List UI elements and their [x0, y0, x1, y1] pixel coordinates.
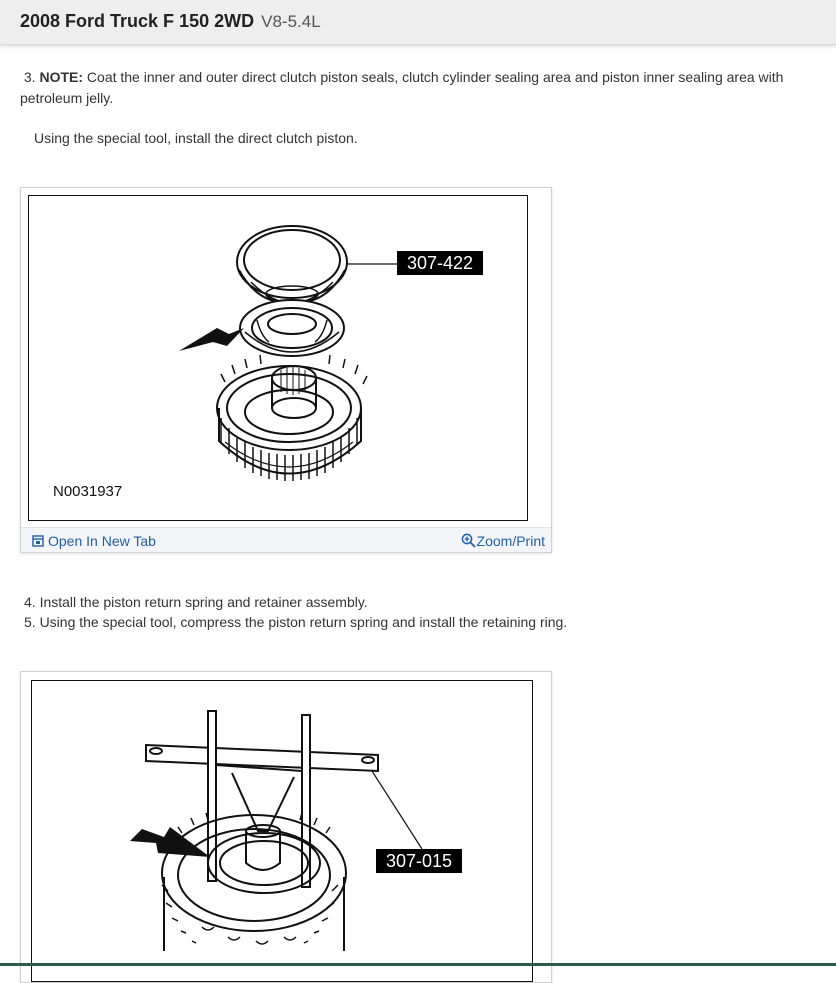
zoom-icon [461, 533, 476, 551]
open-tab-icon [32, 534, 44, 550]
clutch-piston-drawing [29, 196, 527, 520]
step-4: 4. Install the piston return spring and retainer assembly. [24, 594, 368, 610]
spring-compressor-drawing [32, 681, 532, 981]
step-3-number: 3. [23, 69, 36, 85]
figure-1-illustration[interactable] [28, 195, 528, 521]
tool-callout-307-015: 307-015 [376, 849, 462, 873]
pointer-arrow-2 [130, 827, 210, 857]
open-in-new-tab-link[interactable] [32, 533, 156, 550]
engine-label: V8-5.4L [261, 12, 321, 31]
figure-1 [20, 187, 552, 553]
figure-2 [20, 671, 552, 983]
step-3-instruction: Using the special tool, install the direct clutch piston. [34, 130, 358, 146]
pointer-arrow [179, 328, 244, 351]
tool-callout-307-422: 307-422 [397, 251, 483, 275]
page-header [0, 0, 836, 45]
figure-1-toolbar [21, 527, 551, 552]
vehicle-name: 2008 Ford Truck F 150 2WD [20, 11, 255, 31]
note-label: NOTE: [39, 69, 84, 85]
step-5: 5. Using the special tool, compress the piston return spring and install the retaining ring. [24, 614, 568, 630]
vehicle-title [20, 11, 321, 32]
zoom-print-link[interactable] [461, 533, 545, 551]
note-text: Coat the inner and outer direct clutch piston seals, clutch cylinder sealing area and piston inner sealing area with petroleum jelly. [20, 69, 784, 106]
figure-2-illustration[interactable] [31, 680, 533, 982]
zoom-print-label: Zoom/Print [476, 533, 545, 549]
figure-id: N0031937 [53, 483, 123, 500]
open-in-new-tab-label: Open In New Tab [48, 533, 156, 549]
step-3-note [20, 67, 810, 109]
